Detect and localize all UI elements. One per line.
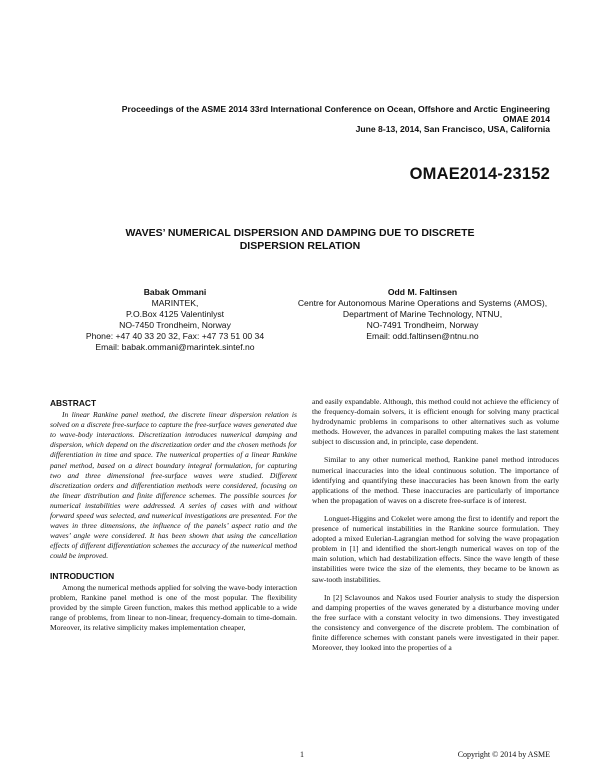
proceedings-line: June 8-13, 2014, San Francisco, USA, California <box>355 124 550 134</box>
author-email: Email: odd.faltinsen@ntnu.no <box>366 331 479 341</box>
title-line: WAVES’ NUMERICAL DISPERSION AND DAMPING DUE TO DISCRETE <box>125 227 475 239</box>
paper-title <box>60 227 540 253</box>
author-name: Odd M. Faltinsen <box>387 287 458 297</box>
page-number: 1 <box>300 750 304 759</box>
title-line: DISPERSION RELATION <box>239 240 361 252</box>
author-affiliation-line: Centre for Autonomous Marine Operations and Systems (AMOS), <box>297 298 548 308</box>
author-block <box>60 287 290 353</box>
abstract-heading: ABSTRACT <box>50 398 97 408</box>
proceedings-line: OMAE 2014 <box>502 114 550 124</box>
author-email: Email: babak.ommani@marintek.sintef.no <box>95 342 255 352</box>
paper-id: OMAE2014-23152 <box>409 165 550 183</box>
author-affiliation-line: Department of Marine Technology, NTNU, <box>342 309 503 319</box>
body-paragraph: and easily expandable. Although, this method could not achieve the efficiency of the frequency-domain solvers, it is efficient enough for solving many practical hydrodynamic problems in comparisons to other alternatives such as volume methods. However, the advances in parallel computing makes the last statement subject to discussion and, in principle, case dependent. <box>312 397 559 447</box>
proceedings-header <box>30 104 550 134</box>
body-paragraph: In [2] Sclavounos and Nakos used Fourier analysis to study the dispersion and damping properties of the waves generated by a disturbance moving under the free surface with a constant velocity in two dimensions. They investigated the consistency and convergence of the discrete problem. The combination of finite difference schemes with constant panels were investigated in their paper. Moreover, they looked into the properties of a <box>312 592 559 653</box>
right-column <box>312 397 559 653</box>
author-affiliation-line: NO-7450 Trondheim, Norway <box>119 320 231 330</box>
body-paragraph: Similar to any other numerical method, Rankine panel method introduces numerical inaccuracies into the ideal continuous solution. The importance of identifying and quantifying these inaccuracies has been known from the early applications of the method. These inaccuracies are particularly of importance when the propagation of waves on a discrete free-surface is of interest. <box>312 455 559 505</box>
author-affiliation-line: NO-7491 Trondheim, Norway <box>366 320 479 330</box>
author-affiliation-line: P.O.Box 4125 Valentinlyst <box>125 309 225 319</box>
author-block <box>285 287 560 342</box>
body-paragraph: Longuet-Higgins and Cokelet were among the first to identify and report the presence of numerical instabilities in the Rankine source formulation. They adopted a mixed Eulerian-Lagrangian method for solving the wave propagation problem in [1] and identified the short-length numerical waves on top of the main solution, which had destabilization effects. Since the wave length of these instabilities were twice the size of the elements, they became to be known as saw-tooth instabilities. <box>312 513 559 584</box>
author-contact-line: Phone: +47 40 33 20 32, Fax: +47 73 51 00 34 <box>85 331 265 341</box>
author-name: Babak Ommani <box>143 287 207 297</box>
introduction-heading: INTRODUCTION <box>50 570 115 581</box>
left-column <box>50 398 297 633</box>
author-affiliation-line: MARINTEK, <box>151 298 199 308</box>
abstract-text: In linear Rankine panel method, the discrete linear dispersion relation is solved on a discrete free-surface to capture the free-surface waves generated due to wave-body interactions. Discretization introduces numerical damping and dispersion, which depend on the discretization order and the chosen methods for differentiation in time and space. The numerical properties of a linear Rankine panel method, based on a direct boundary integral formulation, for capturing two and three dimensional free-surface waves were studied. Different discretization orders and differentiation methods were considered, focusing on the linear distribution and finite difference schemes. The possible sources for numerical instabilities were addressed. A series of cases with and without forward speed was selected, and numerical investigations are presented. For the waves in three dimensions, the influence of the panels’ aspect ratio and the waves’ angle were considered. It has been shown that using the cancellation effects of different differentiation schemes the accuracy of the numerical method could be improved. <box>50 410 297 561</box>
copyright-notice: Copyright © 2014 by ASME <box>457 750 550 759</box>
introduction-paragraph: Among the numerical methods applied for solving the wave-body interaction problem, Rankine panel method is one of the most popular. The flexibility provided by the simple Green function, makes this method applicable to a wide range of problems, from linear to non-linear, frequency-domain to time-domain. Moreover, its relative simplicity makes implementation cheaper, <box>50 582 297 632</box>
proceedings-line: Proceedings of the ASME 2014 33rd International Conference on Ocean, Offshore and Arctic Engineering <box>121 104 550 114</box>
